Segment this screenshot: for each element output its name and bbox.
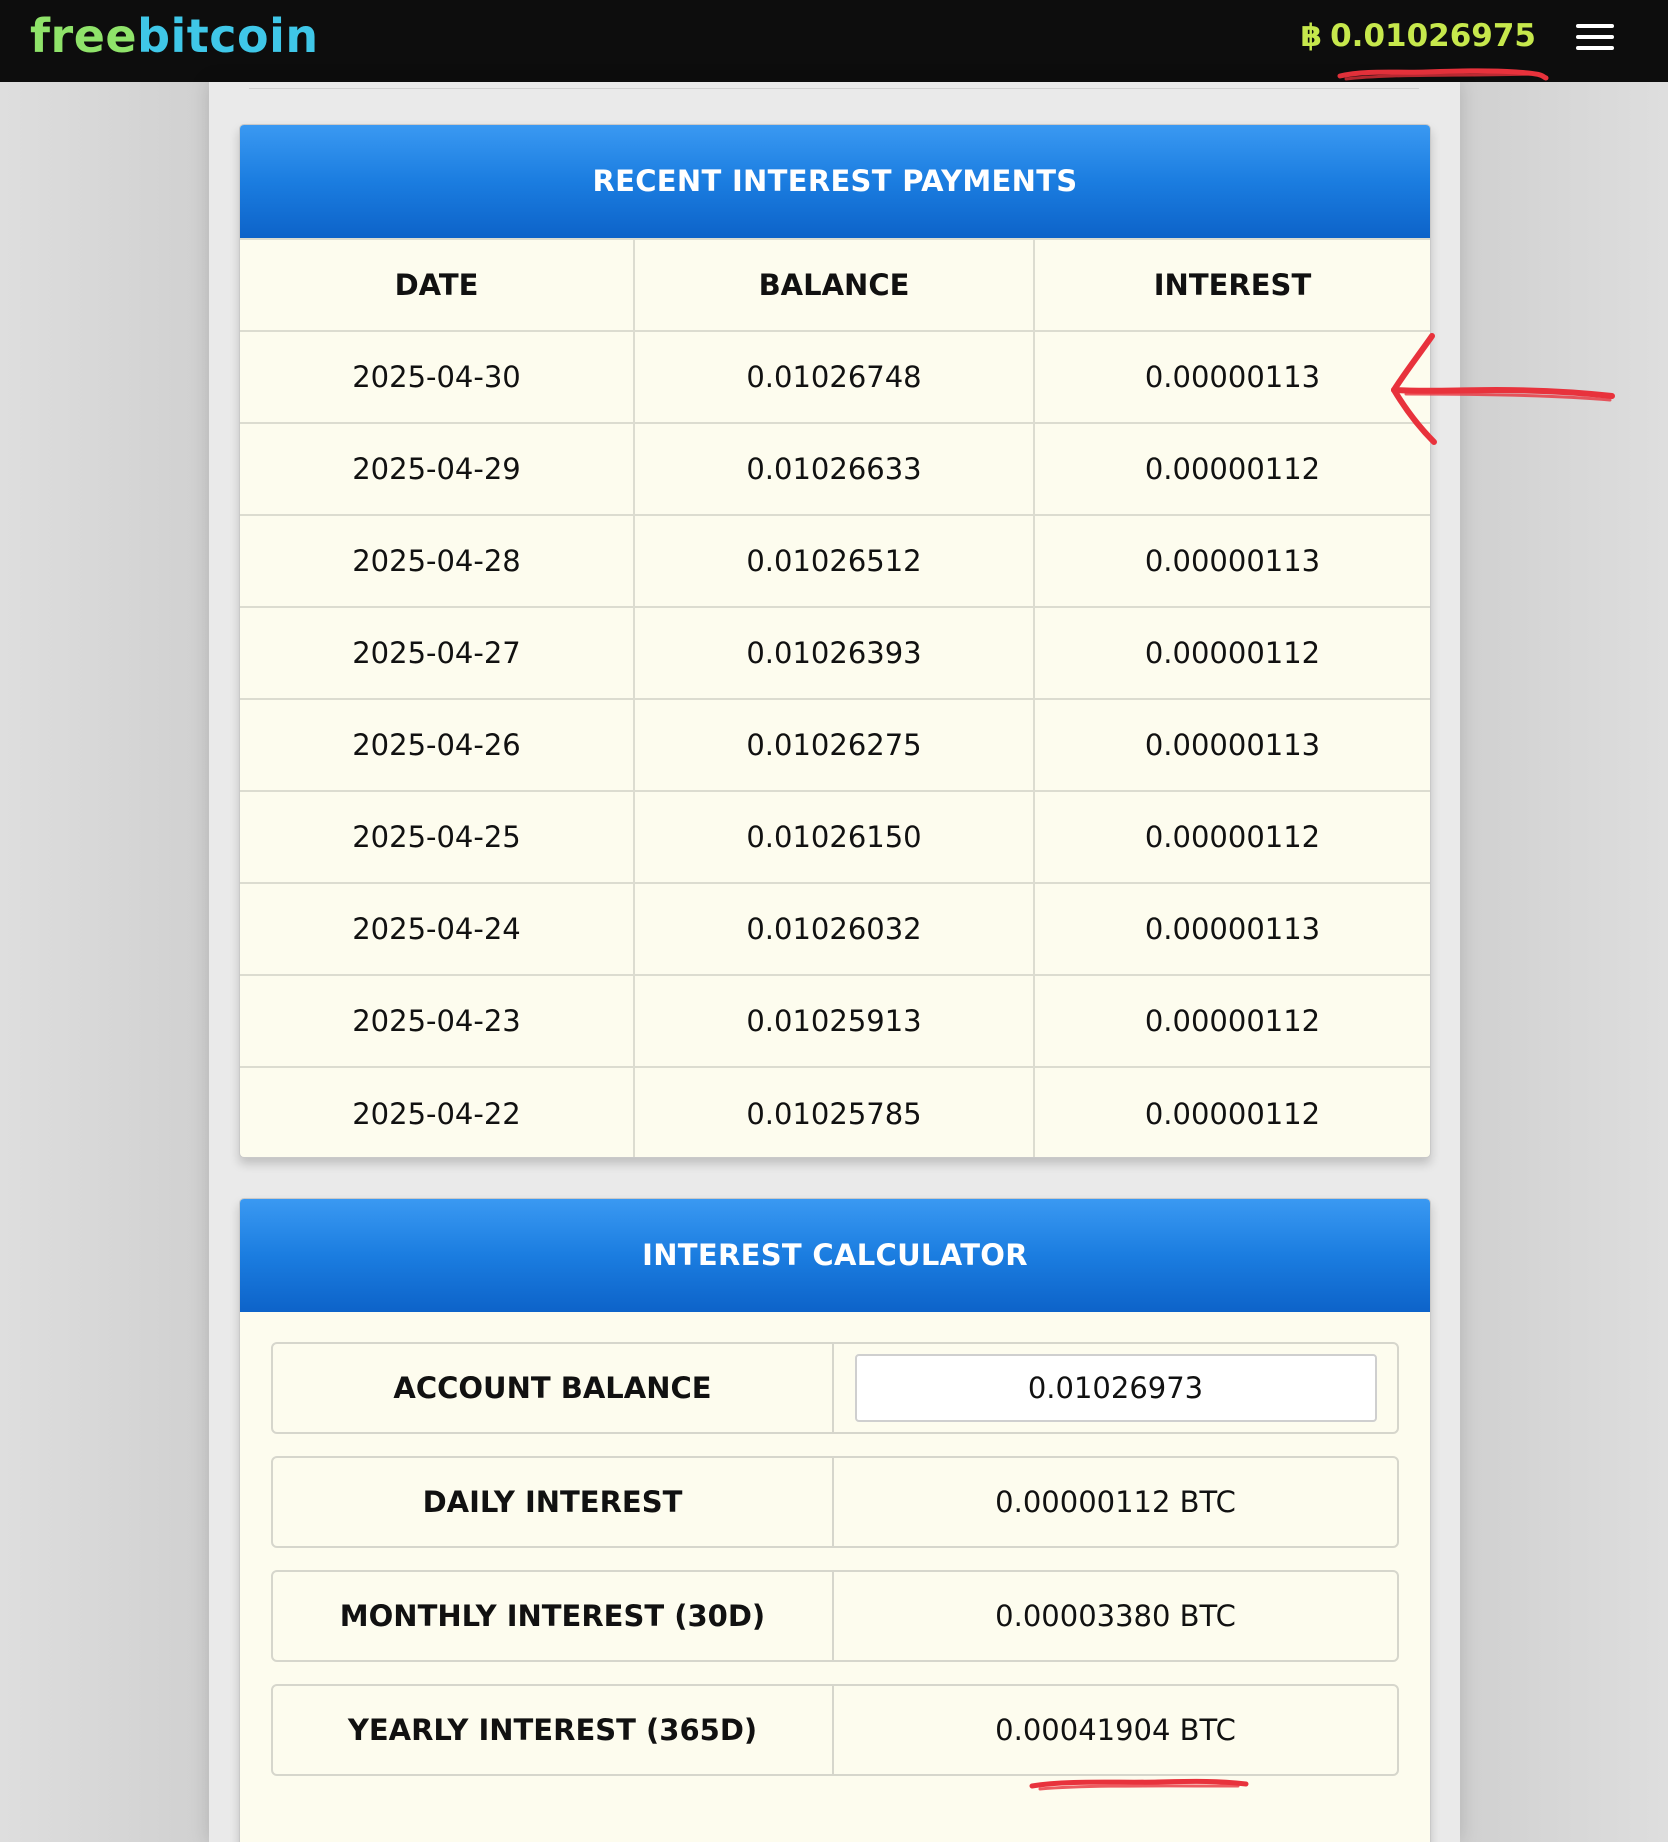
account-balance-input[interactable]: [855, 1354, 1377, 1422]
table-row: [240, 515, 1430, 607]
row-balance: 0.01026275: [634, 699, 1034, 791]
recent-interest-payments-panel: [239, 124, 1431, 1158]
monthly-interest-row: [271, 1570, 1399, 1662]
yearly-interest-label: YEARLY INTEREST (365D): [273, 1686, 834, 1774]
table-row: [240, 607, 1430, 699]
column-header-balance: BALANCE: [634, 239, 1034, 331]
row-date: 2025-04-27: [240, 607, 634, 699]
row-date: 2025-04-25: [240, 791, 634, 883]
row-interest: 0.00000112: [1034, 607, 1430, 699]
main-content: [209, 82, 1460, 1842]
row-interest: 0.00000112: [1034, 423, 1430, 515]
hamburger-menu-icon[interactable]: [1576, 22, 1614, 52]
row-interest: 0.00000112: [1034, 791, 1430, 883]
table-row: [240, 423, 1430, 515]
balance-value: 0.01026975: [1330, 18, 1536, 54]
monthly-interest-value: 0.00003380 BTC: [995, 1599, 1236, 1633]
interest-payments-table: [240, 238, 1430, 1158]
row-date: 2025-04-26: [240, 699, 634, 791]
row-interest: 0.00000113: [1034, 883, 1430, 975]
payments-table-body: [240, 331, 1430, 1158]
column-header-date: DATE: [240, 239, 634, 331]
row-balance: 0.01026633: [634, 423, 1034, 515]
account-balance-row: [271, 1342, 1399, 1434]
daily-interest-value: 0.00000112 BTC: [995, 1485, 1236, 1519]
row-balance: 0.01026512: [634, 515, 1034, 607]
account-balance-label: ACCOUNT BALANCE: [273, 1344, 834, 1432]
row-date: 2025-04-22: [240, 1067, 634, 1158]
monthly-interest-label: MONTHLY INTEREST (30D): [273, 1572, 834, 1660]
daily-interest-row: [271, 1456, 1399, 1548]
column-header-interest: INTEREST: [1034, 239, 1430, 331]
row-interest: 0.00000113: [1034, 515, 1430, 607]
row-balance: 0.01026393: [634, 607, 1034, 699]
calculator-body: [240, 1312, 1430, 1806]
row-interest: 0.00000113: [1034, 331, 1430, 423]
table-row: [240, 699, 1430, 791]
table-row: [240, 331, 1430, 423]
row-balance: 0.01025913: [634, 975, 1034, 1067]
page-background-right: [1460, 82, 1668, 1842]
row-date: 2025-04-30: [240, 331, 634, 423]
row-balance: 0.01026150: [634, 791, 1034, 883]
row-interest: 0.00000113: [1034, 699, 1430, 791]
daily-interest-label: DAILY INTEREST: [273, 1458, 834, 1546]
bitcoin-symbol-icon: ฿: [1300, 18, 1323, 54]
row-date: 2025-04-24: [240, 883, 634, 975]
table-row: [240, 791, 1430, 883]
row-date: 2025-04-29: [240, 423, 634, 515]
yearly-interest-value: 0.00041904 BTC: [995, 1713, 1236, 1747]
row-balance: 0.01026748: [634, 331, 1034, 423]
table-row: [240, 975, 1430, 1067]
table-header-row: [240, 239, 1430, 331]
yearly-interest-row: [271, 1684, 1399, 1776]
row-date: 2025-04-23: [240, 975, 634, 1067]
logo-text-bitcoin: bitcoin: [137, 9, 319, 63]
page-background-left: [0, 82, 209, 1842]
table-row: [240, 1067, 1430, 1158]
table-row: [240, 883, 1430, 975]
interest-calculator-panel: [239, 1198, 1431, 1842]
row-date: 2025-04-28: [240, 515, 634, 607]
panel-title-interest-calculator: INTEREST CALCULATOR: [240, 1199, 1430, 1312]
row-interest: 0.00000112: [1034, 975, 1430, 1067]
account-balance-display[interactable]: [1301, 16, 1536, 56]
row-balance: 0.01025785: [634, 1067, 1034, 1158]
row-balance: 0.01026032: [634, 883, 1034, 975]
top-navigation-bar: [0, 0, 1668, 82]
row-interest: 0.00000112: [1034, 1067, 1430, 1158]
logo-text-free: free: [30, 9, 138, 63]
freebitcoin-logo[interactable]: [30, 8, 319, 64]
panel-title-recent-interest-payments: RECENT INTEREST PAYMENTS: [240, 125, 1430, 238]
